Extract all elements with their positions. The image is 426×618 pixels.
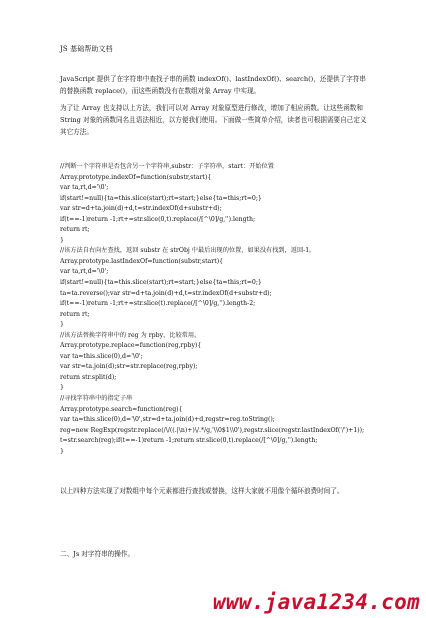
code-line: } bbox=[60, 384, 64, 392]
code-line: if(t==-1)return -1;rt+=str.slice(0,t).replace(/[^\0]/g,'').length; bbox=[60, 215, 256, 223]
site-watermark: www.java1234.com bbox=[212, 590, 420, 614]
code-line: if(t==-1)return -1;rt+=str.slice(t).replace(/[^\0]/g,'').length-2; bbox=[60, 300, 256, 308]
code-line: var ta,rt,d='\0'; bbox=[60, 268, 109, 276]
code-line: //寻找字符串中的指定子串 bbox=[60, 395, 133, 403]
code-block bbox=[60, 162, 380, 457]
code-line: var str=d+ta.join(d)+d,t=str.indexOf(d+substr+d); bbox=[60, 205, 222, 213]
code-line: Array.prototype.indexOf=function(substr,start){ bbox=[60, 173, 212, 181]
section-heading: 二、Js 对字符串的操作。 bbox=[60, 550, 135, 558]
code-line: //判断一个字符串是否包含另一个字符串,substr：子字符串，start：开始位置 bbox=[60, 163, 274, 170]
code-line: return rt; bbox=[60, 310, 90, 318]
code-line: var ta,rt,d='\0'; bbox=[60, 184, 109, 192]
code-line: if(start!=null){ta=this.slice(start);rt=start;}else{ta=this;rt=0;} bbox=[60, 279, 262, 287]
code-line: //该方法自右向左查找，返回 substr 在 strObj 中最后出现的位置，如果没有找到，返回-1。 bbox=[60, 247, 316, 255]
code-line: Array.prototype.lastIndexOf=function(substr,start){ bbox=[60, 257, 224, 265]
code-line: t=str.search(reg);if(t==-1)return -1;return str.slice(0,t).replace(/[^\0]/g,'').length; bbox=[60, 437, 318, 445]
code-line: return str.split(d); bbox=[60, 373, 117, 381]
code-line: if(start!=null){ta=this.slice(start);rt=start;}else{ta=this;rt=0;} bbox=[60, 194, 262, 202]
code-line: Array.prototype.replace=function(reg,rpby){ bbox=[60, 342, 202, 350]
code-line: ta=ta.reverse();var str=d+ta.join(d)+d,t=str.indexOf(d+substr+d); bbox=[60, 289, 272, 297]
code-line: Array.prototype.search=function(reg){ bbox=[60, 405, 183, 413]
explain-paragraph: 为了让 Array 也支持以上方法，我们可以对 Array 对象原型进行修改，增加了相应函数。让这些函数和 String 对象的函数同名且语法相近，以方便我们使用。下面做一些简单介绍，读者也可根据需要自己定义其它方法。 bbox=[60, 104, 367, 136]
code-line: var ta=this.slice(0),d='\0'; bbox=[60, 352, 143, 360]
document-title: JS 基础帮助文档 bbox=[60, 45, 113, 53]
code-line: } bbox=[60, 236, 64, 244]
intro-paragraph: JavaScript 提供了在字符串中查找子串的函数 indexOf()、lastIndexOf()、search()，还提供了字符串的替换函数 replace()，而这些函数没有在数组对象 Array 中实现。 bbox=[60, 75, 367, 95]
code-line: } bbox=[60, 447, 64, 455]
conclusion-paragraph: 以上四种方法实现了对数组中每个元素都进行查找或替换，这样大家就不用像个循环浪费时间了。 bbox=[60, 487, 344, 495]
code-line: var str=ta.join(d);str=str.replace(reg,rpby); bbox=[60, 363, 198, 371]
code-line: return rt; bbox=[60, 226, 90, 234]
code-line: reg=new RegExp(regstr.replace(/\/((.|\n)+)\/.*/g,'\\0$1\\0'),regstr.slice(regstr.lastIndexOf('/')+1)); bbox=[60, 426, 365, 434]
code-line: var ta=this.slice(0),d='\0',str=d+ta.join(d)+d,regstr=reg.toString(); bbox=[60, 416, 275, 424]
code-line: //该方法替换字符串中的 reg 为 rpby，比较常用。 bbox=[60, 331, 201, 339]
code-line: } bbox=[60, 321, 64, 329]
